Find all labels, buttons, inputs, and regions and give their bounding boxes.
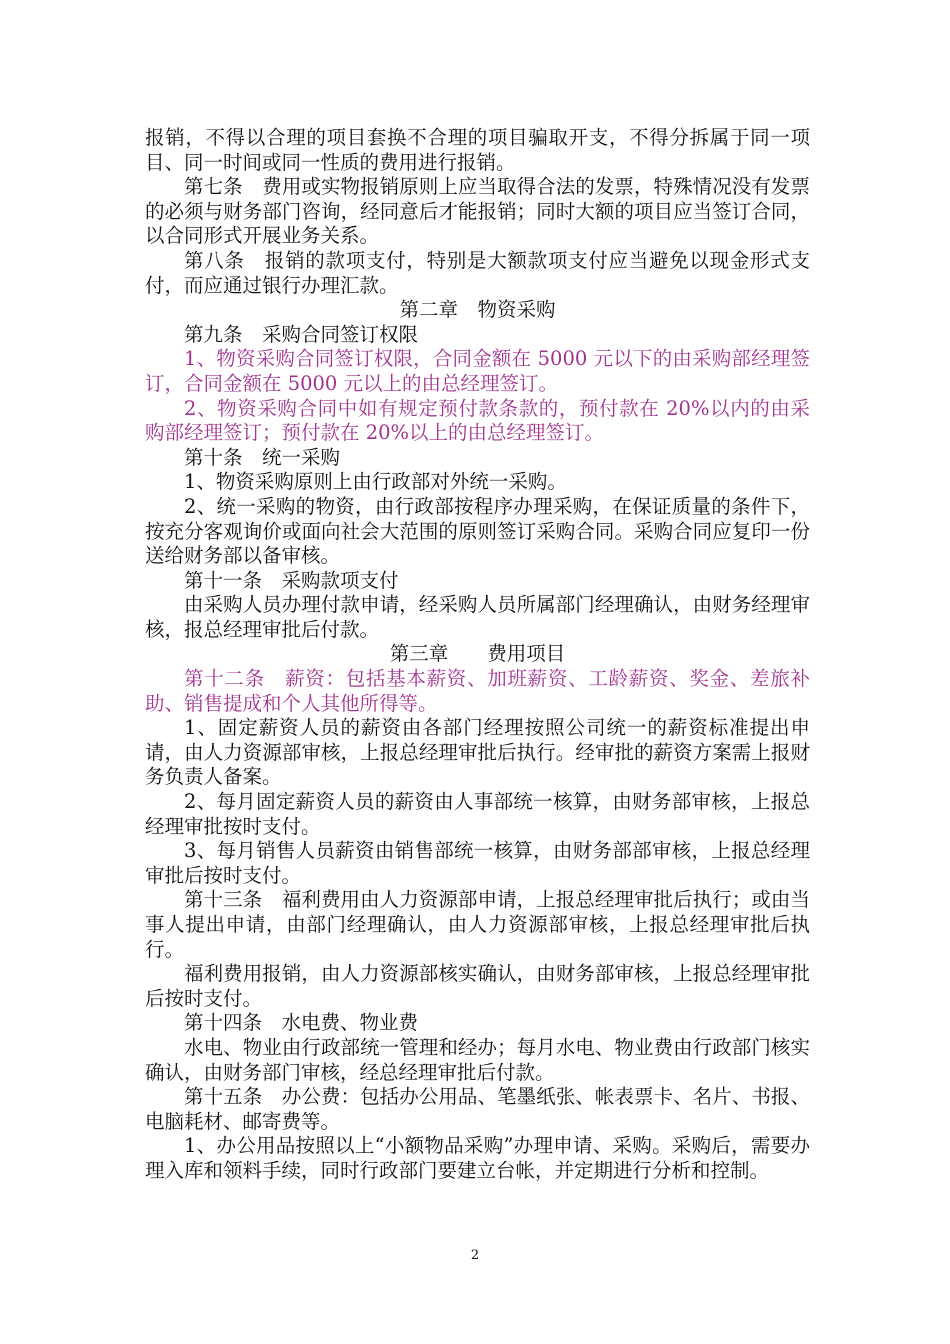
- article-12-item-1: 1、固定薪资人员的薪资由各部门经理按照公司统一的薪资标准提出申请，由人力资源部审核，上报总经理审批后执行。经审批的薪资方案需上报财务负责人备案。: [145, 716, 810, 789]
- article-9-item-2: 2、物资采购合同中如有规定预付款条款的，预付款在 20%以内的由采购部经理签订；预付款在 20%以上的由总经理签订。: [145, 396, 810, 445]
- article-12-title: 第十二条 薪资：包括基本薪资、加班薪资、工龄薪资、奖金、差旅补助、销售提成和个人其他所得等。: [145, 667, 810, 715]
- article-14-body: 水电、物业由行政部统一管理和经办；每月水电、物业费由行政部门核实确认，由财务部门审核，经总经理审批后付款。: [145, 1035, 810, 1084]
- article-12-item-3: 3、每月销售人员薪资由销售部统一核算，由财务部部审核，上报总经理审批后按时支付。: [145, 839, 810, 887]
- article-10-title: 第十条 统一采购: [184, 445, 341, 469]
- page-number: 2: [470, 1248, 480, 1263]
- document-body: [145, 126, 810, 1184]
- article-13: 第十三条 福利费用由人力资源部申请，上报总经理审批后执行；或由当事人提出申请，由部门经理确认，由人力资源部审核，上报总经理审批后执行。: [145, 888, 810, 961]
- article-11-title: 第十一条 采购款项支付: [184, 568, 399, 592]
- article-11-body: 由采购人员办理付款申请，经采购人员所属部门经理确认，由财务经理审核，报总经理审批后付款。: [145, 593, 810, 641]
- article-8: 第八条 报销的款项支付，特别是大额款项支付应当避免以现金形式支付，而应通过银行办理汇款。: [145, 248, 810, 297]
- article-10-item-2: 2、统一采购的物资，由行政部按程序办理采购，在保证质量的条件下，按充分客观询价或面向社会大范围的原则签订采购合同。采购合同应复印一份送给财务部以备审核。: [145, 494, 810, 568]
- article-12-item-2: 2、每月固定薪资人员的薪资由人事部统一核算，由财务部审核，上报总经理审批按时支付。: [145, 790, 810, 838]
- article-7: 第七条 费用或实物报销原则上应当取得合法的发票，特殊情况没有发票的必须与财务部门咨询，经同意后才能报销；同时大额的项目应当签订合同，以合同形式开展业务关系。: [145, 175, 810, 248]
- article-9-title: 第九条 采购合同签订权限: [184, 322, 419, 346]
- chapter-2-heading: 第二章 物资采购: [399, 298, 556, 322]
- article-14-title: 第十四条 水电费、物业费: [184, 1011, 419, 1035]
- chapter-3-heading: 第三章 费用项目: [389, 642, 566, 666]
- article-9-item-1: 1、物资采购合同签订权限，合同金额在 5000 元以下的由采购部经理签订，合同金额在 5000 元以上的由总经理签订。: [145, 347, 810, 395]
- article-13-reimbursement: 福利费用报销，由人力资源部核实确认，由财务部审核，上报总经理审批后按时支付。: [145, 962, 810, 1010]
- article-10-item-1: 1、物资采购原则上由行政部对外统一采购。: [184, 470, 567, 494]
- paragraph-expense-split-rule: 报销，不得以合理的项目套换不合理的项目骗取开支，不得分拆属于同一项目、同一时间或同一性质的费用进行报销。: [145, 126, 810, 174]
- article-15-title: 第十五条 办公费：包括办公用品、笔墨纸张、帐表票卡、名片、书报、电脑耗材、邮寄费等。: [145, 1085, 810, 1133]
- article-15-item-1: 1、办公用品按照以上“小额物品采购”办理申请、采购。采购后，需要办理入库和领料手续，同时行政部门要建立台帐，并定期进行分析和控制。: [145, 1134, 810, 1182]
